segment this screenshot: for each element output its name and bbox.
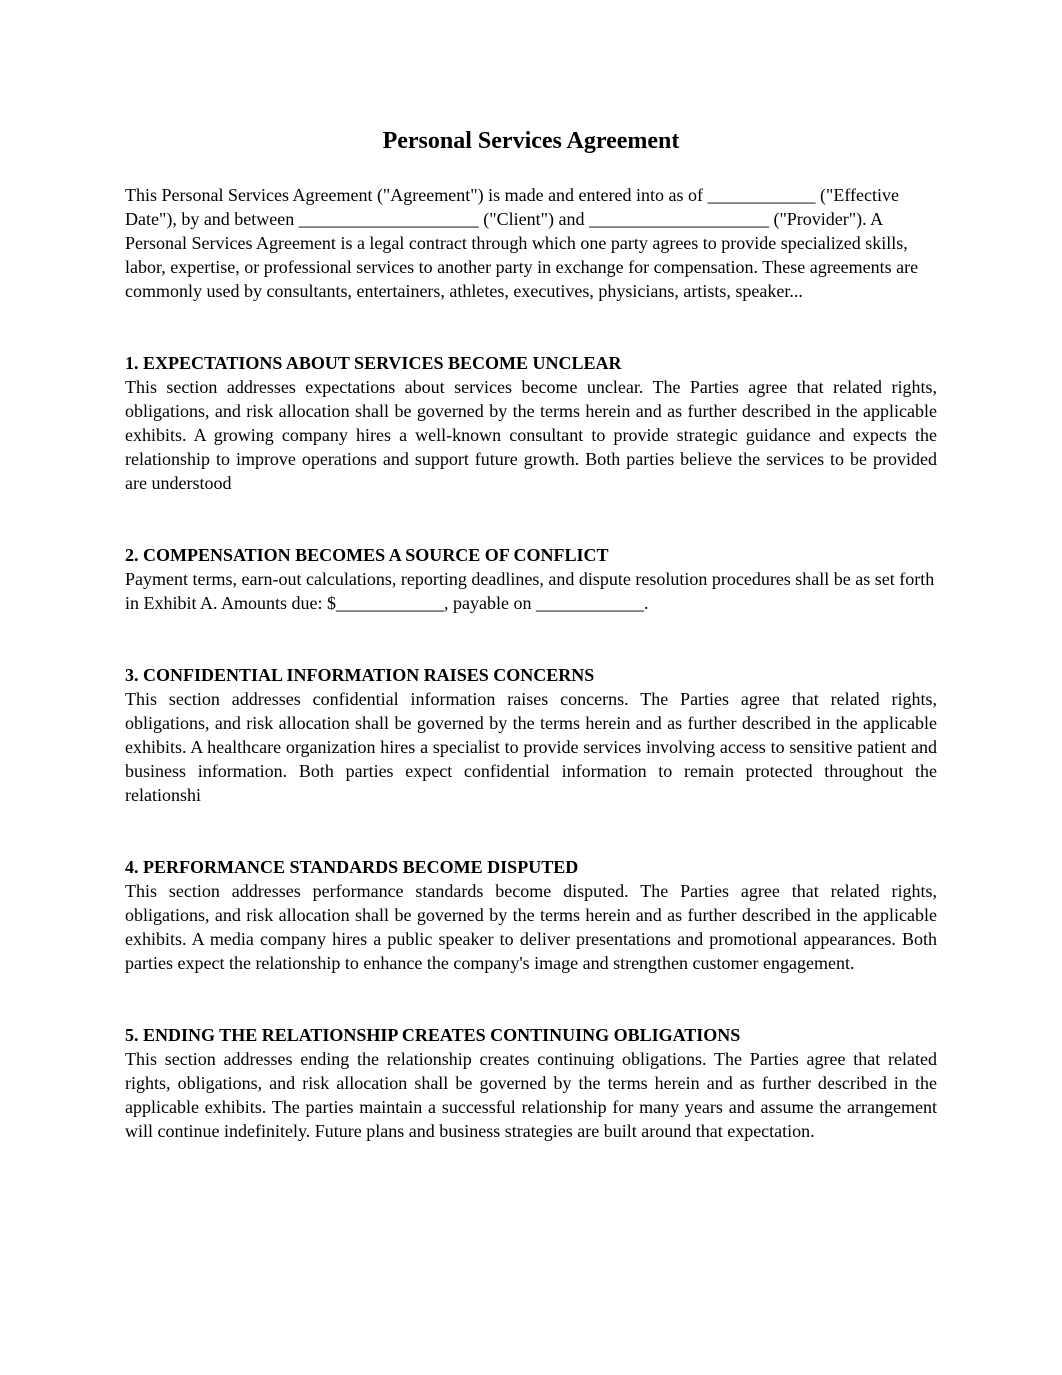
section-heading: 4. PERFORMANCE STANDARDS BECOME DISPUTED: [125, 857, 579, 877]
section-heading: 2. COMPENSATION BECOMES A SOURCE OF CONFLICT: [125, 545, 609, 565]
section-4: [125, 855, 937, 975]
section-body: This section addresses ending the relationship creates continuing obligations. The Parties agree that related rights, obligations, and risk allocation shall be governed by the terms herein and as further described in the applicable exhibits. The parties maintain a successful relationship for many years and assume the arrangement will continue indefinitely. Future plans and business strategies are built around that expectation.: [125, 1049, 937, 1141]
section-heading: 5. ENDING THE RELATIONSHIP CREATES CONTINUING OBLIGATIONS: [125, 1025, 741, 1045]
section-body: This section addresses expectations about services become unclear. The Parties agree that related rights, obligations, and risk allocation shall be governed by the terms herein and as further described in the applicable exhibits. A growing company hires a well-known consultant to provide strategic guidance and expects the relationship to improve operations and support future growth. Both parties believe the services to be provided are understood: [125, 377, 937, 493]
section-body: This section addresses performance standards become disputed. The Parties agree that related rights, obligations, and risk allocation shall be governed by the terms herein and as further described in the applicable exhibits. A media company hires a public speaker to deliver presentations and promotional appearances. Both parties expect the relationship to enhance the company's image and strengthen customer engagement.: [125, 881, 937, 973]
section-2: [125, 543, 937, 615]
section-heading: 3. CONFIDENTIAL INFORMATION RAISES CONCERNS: [125, 665, 595, 685]
section-heading: 1. EXPECTATIONS ABOUT SERVICES BECOME UNCLEAR: [125, 353, 622, 373]
intro-paragraph: This Personal Services Agreement ("Agreement") is made and entered into as of ____________ ("Effective Date"), by and between ____________________ ("Client") and ____________________ ("Provider"). A Personal Services Agreement is a legal contract through which one party agrees to provide specialized skills, labor, expertise, or professional services to another party in exchange for compensation. These agreements are commonly used by consultants, entertainers, athletes, executives, physicians, artists, speaker...: [125, 185, 919, 301]
section-1: [125, 351, 937, 495]
section-3: [125, 663, 937, 807]
section-body: This section addresses confidential information raises concerns. The Parties agree that related rights, obligations, and risk allocation shall be governed by the terms herein and as further described in the applicable exhibits. A healthcare organization hires a specialist to provide services involving access to sensitive patient and business information. Both parties expect confidential information to remain protected throughout the relationshi: [125, 689, 937, 805]
section-body: Payment terms, earn-out calculations, reporting deadlines, and dispute resolution procedures shall be as set forth in Exhibit A. Amounts due: $____________, payable on ____________.: [125, 569, 935, 613]
document-title: Personal Services Agreement: [382, 128, 680, 154]
section-5: [125, 1023, 937, 1143]
document-page: [125, 125, 937, 1143]
